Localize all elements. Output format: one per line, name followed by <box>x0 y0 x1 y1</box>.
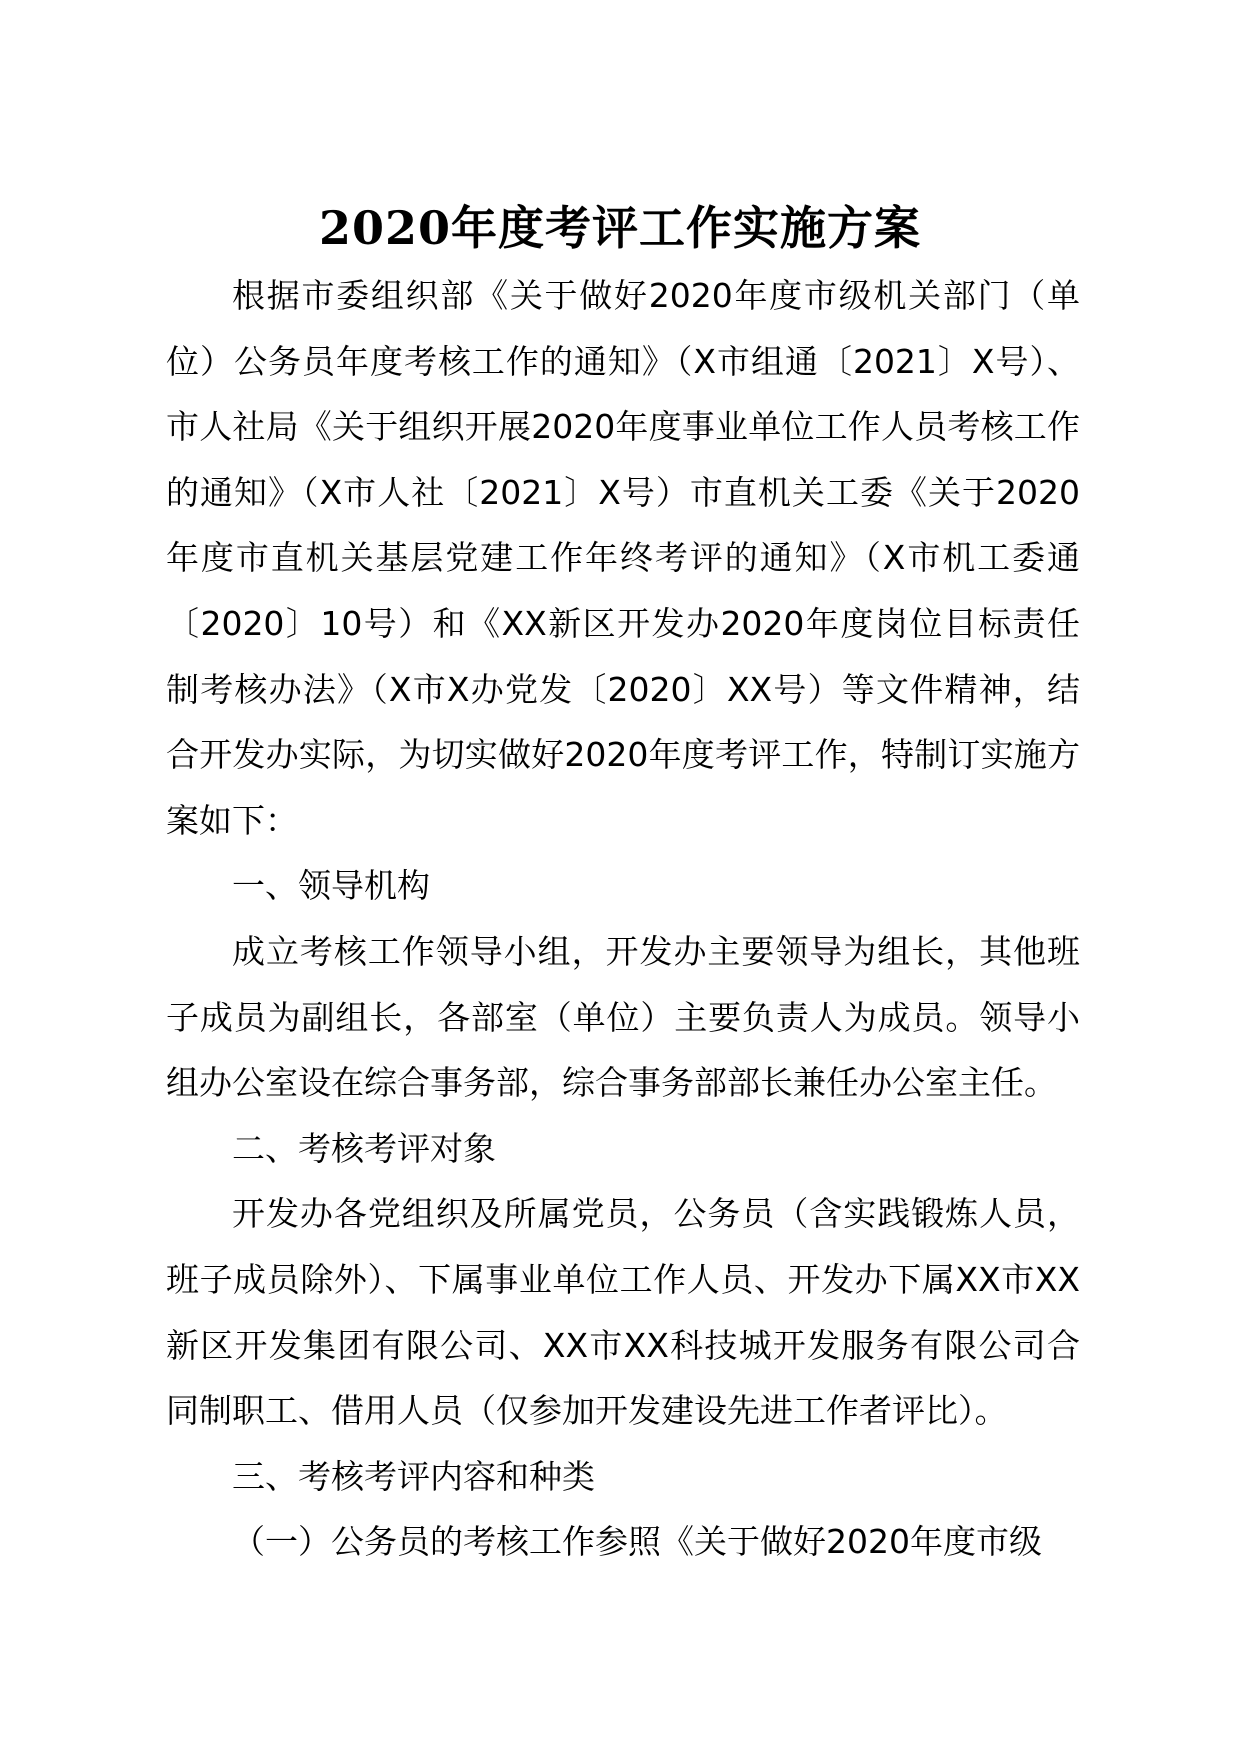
content-paragraph: （一）公务员的考核工作参照《关于做好2020年度市级 <box>232 1522 1042 1562</box>
section-heading-targets: 二、考核考评对象 <box>232 1128 496 1168</box>
intro-paragraph: 根据市委组织部《关于做好2020年度市级机关部门（单位）公务员年度考核工作的通知》（X市组通〔2021〕X号）、市人社局《关于组织开展2020年度事业单位工作人员考核工作的通知》（X市人社〔2021〕X号）市直机关工委《关于2020年度市直机关基层党建工作年终考评的通知》（X市机工委通〔2020〕10号）和《XX新区开发办2020年度岗位目标责任制考核办法》（X市X办党发〔2020〕XX号）等文件精神，结合开发办实际，为切实做好2020年度考评工作，特制订实施方案如下： <box>166 276 1080 840</box>
section-heading-content: 三、考核考评内容和种类 <box>232 1456 595 1496</box>
document-title: 2020年度考评工作实施方案 <box>318 201 922 255</box>
section-heading-leadership: 一、领导机构 <box>232 866 430 906</box>
targets-paragraph: 开发办各党组织及所属党员，公务员（含实践锻炼人员，班子成员除外）、下属事业单位工作人员、开发办下属XX市XX新区开发集团有限公司、XX市XX科技城开发服务有限公司合同制职工、借用人员（仅参加开发建设先进工作者评比）。 <box>166 1194 1080 1431</box>
leadership-paragraph: 成立考核工作领导小组，开发办主要领导为组长，其他班子成员为副组长，各部室（单位）主要负责人为成员。领导小组办公室设在综合事务部，综合事务部部长兼任办公室主任。 <box>166 931 1080 1103</box>
document-body <box>166 263 1080 1575</box>
